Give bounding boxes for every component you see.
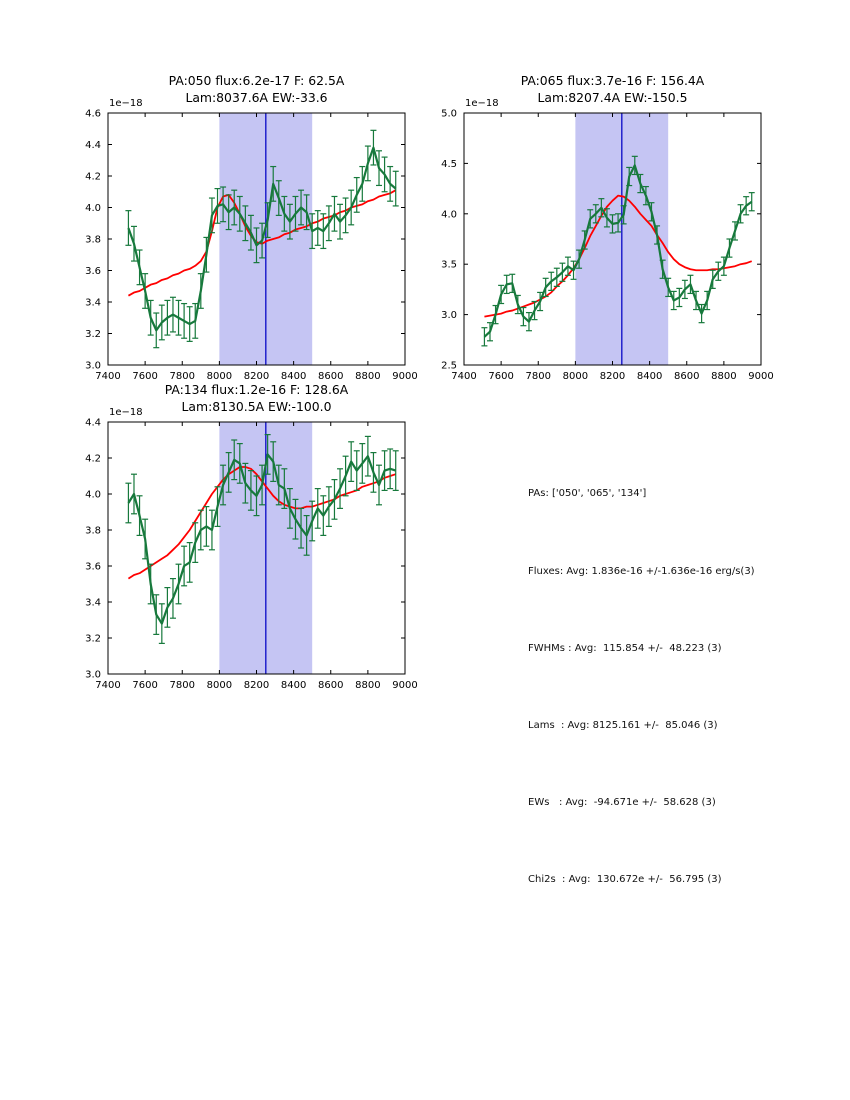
svg-text:8400: 8400 xyxy=(280,680,307,691)
svg-text:4.2: 4.2 xyxy=(85,171,101,183)
svg-text:1e−18: 1e−18 xyxy=(465,98,499,109)
stats-line-ews: EWs : Avg: -94.671e +/- 58.628 (3) xyxy=(528,796,716,808)
subplot-2-canvas xyxy=(404,85,784,405)
svg-text:8800: 8800 xyxy=(355,371,381,382)
stats-line-fluxes: Fluxes: Avg: 1.836e-16 +/-1.636e-16 erg/s(3) xyxy=(528,565,755,577)
svg-text:4.0: 4.0 xyxy=(85,489,101,501)
svg-text:3.0: 3.0 xyxy=(441,310,457,322)
svg-text:7800: 7800 xyxy=(169,680,195,691)
svg-text:8600: 8600 xyxy=(318,680,344,691)
svg-text:7600: 7600 xyxy=(132,371,158,382)
svg-text:8000: 8000 xyxy=(562,371,589,382)
stats-line-chi2s: Chi2s : Avg: 130.672e +/- 56.795 (3) xyxy=(528,873,722,885)
svg-text:7600: 7600 xyxy=(132,680,158,691)
svg-text:8800: 8800 xyxy=(355,680,381,691)
svg-text:3.2: 3.2 xyxy=(85,329,101,340)
svg-text:8600: 8600 xyxy=(318,371,344,382)
svg-text:4.5: 4.5 xyxy=(441,158,457,170)
svg-text:4.4: 4.4 xyxy=(85,140,101,151)
svg-text:3.4: 3.4 xyxy=(85,297,101,309)
svg-text:8200: 8200 xyxy=(243,371,270,382)
stats-line-fwhms: FWHMs : Avg: 115.854 +/- 48.223 (3) xyxy=(528,642,722,654)
svg-text:4.6: 4.6 xyxy=(85,108,101,120)
subplot-3-canvas xyxy=(48,394,428,714)
svg-text:3.8: 3.8 xyxy=(85,234,101,246)
subplot-1-title-line2: Lam:8037.6A EW:-33.6 xyxy=(185,90,328,105)
svg-text:4.2: 4.2 xyxy=(85,453,101,465)
subplot-2-title-line2: Lam:8207.4A EW:-150.5 xyxy=(537,90,688,105)
subplot-3-title-line1: PA:134 flux:1.2e-16 F: 128.6A xyxy=(164,382,349,397)
subplot-1-canvas xyxy=(48,85,428,405)
subplot-1-title-line1: PA:050 flux:6.2e-17 F: 62.5A xyxy=(168,73,345,88)
svg-text:7400: 7400 xyxy=(95,371,121,382)
svg-text:7400: 7400 xyxy=(95,680,121,691)
svg-text:7800: 7800 xyxy=(169,371,195,382)
svg-text:3.4: 3.4 xyxy=(85,597,101,609)
svg-text:1e−18: 1e−18 xyxy=(109,98,143,109)
svg-text:5.0: 5.0 xyxy=(441,108,457,120)
svg-text:3.5: 3.5 xyxy=(441,259,457,271)
svg-text:8800: 8800 xyxy=(711,371,737,382)
svg-text:9000: 9000 xyxy=(748,371,774,382)
svg-text:8000: 8000 xyxy=(206,371,233,382)
svg-text:8400: 8400 xyxy=(280,371,307,382)
svg-text:8200: 8200 xyxy=(243,680,270,691)
stats-panel xyxy=(528,430,755,944)
stats-line-lams: Lams : Avg: 8125.161 +/- 85.046 (3) xyxy=(528,719,718,731)
svg-text:3.6: 3.6 xyxy=(85,561,101,573)
svg-text:4.0: 4.0 xyxy=(85,203,101,214)
svg-text:7400: 7400 xyxy=(451,371,477,382)
svg-text:9000: 9000 xyxy=(392,680,418,691)
svg-text:9000: 9000 xyxy=(392,371,418,382)
svg-text:3.0: 3.0 xyxy=(85,360,101,372)
svg-text:4.4: 4.4 xyxy=(85,417,101,429)
svg-text:3.2: 3.2 xyxy=(85,633,101,645)
svg-text:2.5: 2.5 xyxy=(441,360,457,372)
svg-text:8400: 8400 xyxy=(636,371,663,382)
svg-text:3.0: 3.0 xyxy=(85,669,101,681)
svg-text:7800: 7800 xyxy=(525,371,551,382)
svg-text:8000: 8000 xyxy=(206,680,233,691)
subplot-3-title-line2: Lam:8130.5A EW:-100.0 xyxy=(181,399,332,414)
stats-line-pas: PAs: ['050', '065', '134'] xyxy=(528,488,647,500)
svg-text:8600: 8600 xyxy=(674,371,700,382)
svg-text:1e−18: 1e−18 xyxy=(109,407,143,418)
subplot-2-title-line1: PA:065 flux:3.7e-16 F: 156.4A xyxy=(520,73,705,88)
svg-text:4.0: 4.0 xyxy=(441,209,457,221)
svg-text:8200: 8200 xyxy=(599,371,626,382)
svg-text:3.6: 3.6 xyxy=(85,266,101,277)
svg-text:7600: 7600 xyxy=(488,371,514,382)
svg-text:3.8: 3.8 xyxy=(85,525,101,537)
